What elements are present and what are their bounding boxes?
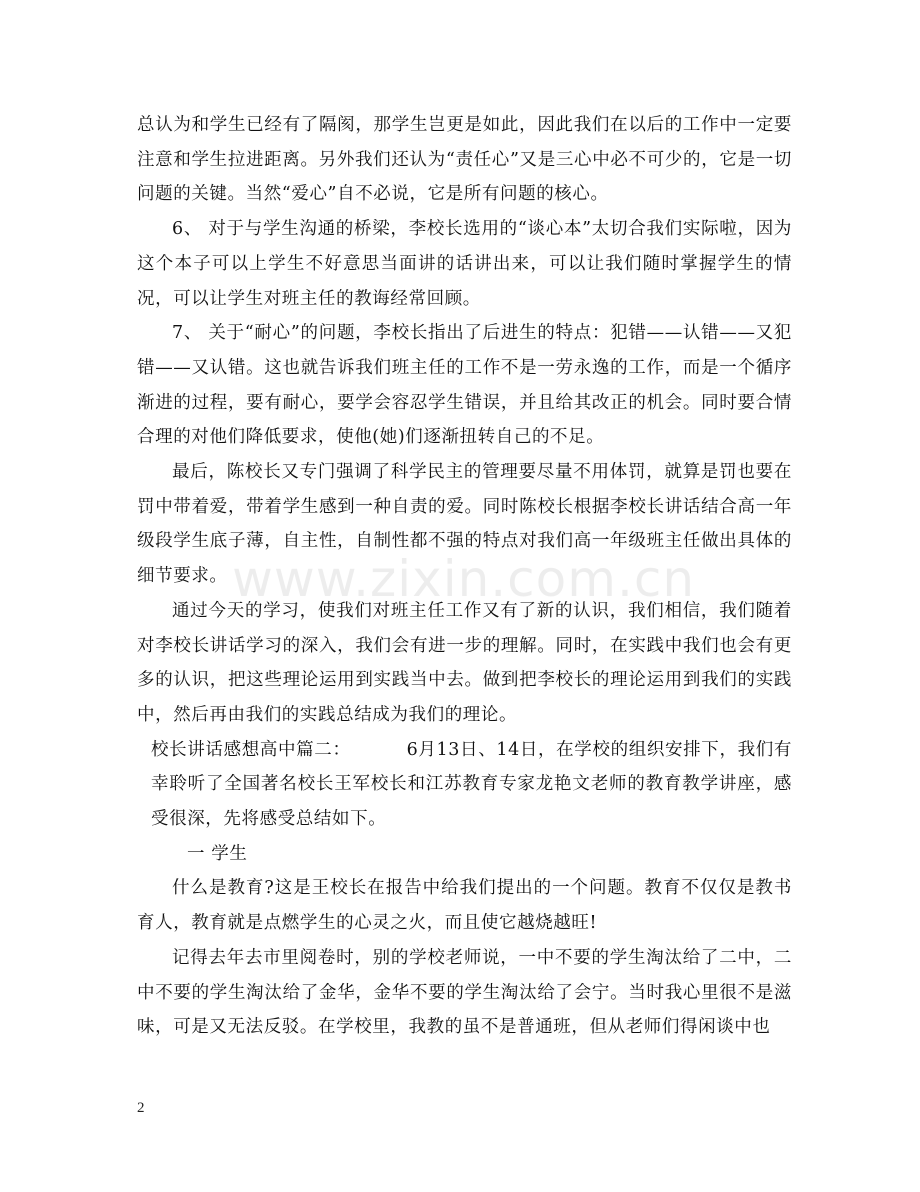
article-two-intro [137,733,792,837]
paragraph-summary: 通过今天的学习，使我们对班主任工作又有了新的认识，我们相信，我们随着对李校长讲话学习的深入，我们会有进一步的理解。同时，在实践中我们也会有更多的认识，把这些理论运用到实践当中去。做到把李校长的理论运用到我们的实践中，然后再由我们的实践总结成为我们的理论。 [137,600,792,725]
article-two-text: 6月13日、14日，在学校的组织安排下，我们有幸聆听了全国著名校长王军校长和江苏教育专家龙艳文老师的教育教学讲座，感受很深，先将感受总结如下。 [151,739,792,830]
article-two-title: 校长讲话感想高中篇二： [151,739,351,760]
section-heading: 一 学生 [187,843,248,864]
paragraph-item-7: 7、 关于“耐心”的问题，李校长指出了后进生的特点：犯错——认错——又犯错——又认错。这也就告诉我们班主任的工作不是一劳永逸的工作，而是一个循序渐进的过程，要有耐心，要学会容忍学生错误，并且给其改正的机会。同时要合情合理的对他们降低要求，使他(她)们逐渐扭转自己的不足。 [137,323,792,448]
watermark: www.zixin.com.cn [232,550,696,608]
paragraph-item-6: 6、 对于与学生沟通的桥梁，李校长选用的“谈心本”太切合我们实际啦，因为这个本子可以上学生不好意思当面讲的话讲出来，可以让我们随时掌握学生的情况，可以让学生对班主任的教诲经常回顾。 [137,219,792,309]
paragraph-continuation: 总认为和学生已经有了隔阂，那学生岂更是如此，因此我们在以后的工作中一定要注意和学生拉进距离。另外我们还认为“责任心”又是三心中必不可少的，它是一切问题的关键。当然“爱心”自不必说，它是所有问题的核心。 [137,115,792,205]
paragraph-conclusion: 最后，陈校长又专门强调了科学民主的管理要尽量不用体罚，就算是罚也要在罚中带着爱，带着学生感到一种自责的爱。同时陈校长根据李校长讲话结合高一年级段学生底子薄，自主性，自制性都不强的特点对我们高一年级班主任做出具体的细节要求。 [137,462,792,587]
body-text [137,108,792,1045]
page-number: 2 [137,1100,145,1116]
paragraph-education: 什么是教育?这是王校长在报告中给我们提出的一个问题。教育不仅仅是教书育人，教育就是点燃学生的心灵之火，而且使它越烧越旺! [137,878,792,934]
paragraph-memory: 记得去年去市里阅卷时，别的学校老师说，一中不要的学生淘汰给了二中，二中不要的学生淘汰给了金华，金华不要的学生淘汰给了会宁。当时我心里很不是滋味，可是又无法反驳。在学校里，我教的虽不是普通班，但从老师们得闲谈中也 [137,947,792,1038]
